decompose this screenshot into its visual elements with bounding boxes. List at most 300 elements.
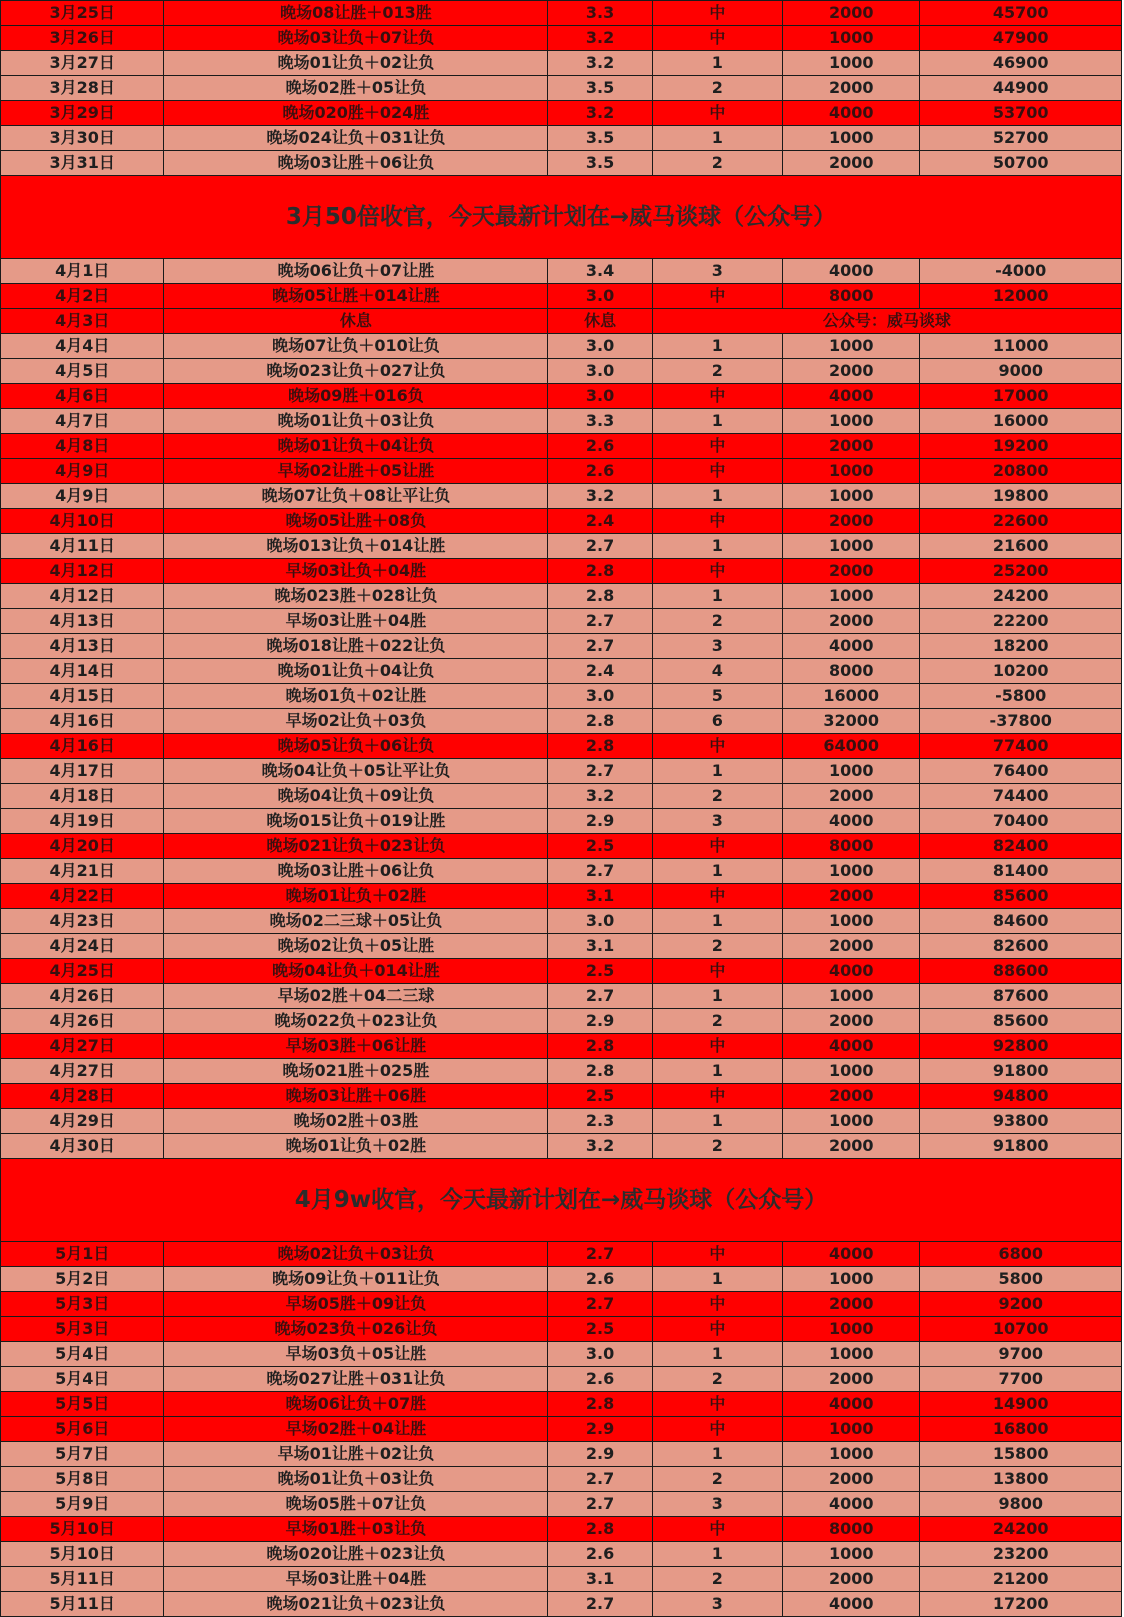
odds-cell: 2.6 (548, 459, 652, 484)
bet-cell: 1000 (783, 909, 920, 934)
plan-cell: 早场01胜＋03让负 (164, 1517, 548, 1542)
odds-cell: 2.7 (548, 1592, 652, 1617)
plan-cell: 晚场02让负＋05让胜 (164, 934, 548, 959)
table-row (1, 259, 1122, 284)
bet-cell: 2000 (783, 1084, 920, 1109)
date-cell: 4月12日 (1, 559, 164, 584)
balance-cell: 44900 (920, 76, 1122, 101)
bet-cell: 1000 (783, 1442, 920, 1467)
odds-cell: 2.7 (548, 1492, 652, 1517)
table-row (1, 834, 1122, 859)
balance-cell: 24200 (920, 1517, 1122, 1542)
odds-cell: 2.8 (548, 1392, 652, 1417)
status-cell: 中 (652, 1034, 782, 1059)
odds-cell: 3.1 (548, 934, 652, 959)
date-cell: 4月25日 (1, 959, 164, 984)
table-row (1, 984, 1122, 1009)
status-cell: 中 (652, 959, 782, 984)
table-row (1, 359, 1122, 384)
plan-cell: 晚场027让胜＋031让负 (164, 1367, 548, 1392)
status-cell: 1 (652, 1342, 782, 1367)
plan-cell: 晚场01让负＋02让负 (164, 51, 548, 76)
status-cell: 1 (652, 584, 782, 609)
plan-cell: 晚场01让负＋03让负 (164, 409, 548, 434)
balance-cell: 85600 (920, 1009, 1122, 1034)
odds-cell: 2.8 (548, 1517, 652, 1542)
table-row (1, 1342, 1122, 1367)
date-cell: 4月9日 (1, 459, 164, 484)
date-cell: 4月9日 (1, 484, 164, 509)
plan-cell: 晚场07让负＋010让负 (164, 334, 548, 359)
table-row (1, 634, 1122, 659)
balance-cell: -5800 (920, 684, 1122, 709)
status-cell: 3 (652, 1492, 782, 1517)
status-cell: 1 (652, 1267, 782, 1292)
plan-cell: 晚场03让胜＋06让负 (164, 151, 548, 176)
date-cell: 4月10日 (1, 509, 164, 534)
balance-cell: 19200 (920, 434, 1122, 459)
bet-cell: 1000 (783, 1267, 920, 1292)
table-row (1, 1567, 1122, 1592)
bet-cell: 1000 (783, 1342, 920, 1367)
balance-cell: 25200 (920, 559, 1122, 584)
odds-cell: 3.0 (548, 684, 652, 709)
odds-cell: 3.2 (548, 101, 652, 126)
balance-cell: 16800 (920, 1417, 1122, 1442)
odds-cell: 3.0 (548, 1342, 652, 1367)
plan-cell: 晚场024让负＋031让负 (164, 126, 548, 151)
status-cell: 中 (652, 459, 782, 484)
table-row (1, 1134, 1122, 1159)
plan-cell: 晚场01让负＋02胜 (164, 1134, 548, 1159)
table-row (1, 684, 1122, 709)
odds-cell: 3.2 (548, 484, 652, 509)
odds-cell: 2.9 (548, 1009, 652, 1034)
table-row (1, 1467, 1122, 1492)
status-cell: 2 (652, 359, 782, 384)
odds-cell: 3.5 (548, 76, 652, 101)
status-cell: 2 (652, 1467, 782, 1492)
plan-cell: 休息 (164, 309, 548, 334)
balance-cell: 77400 (920, 734, 1122, 759)
plan-cell: 晚场07让负＋08让平让负 (164, 484, 548, 509)
date-cell: 4月27日 (1, 1059, 164, 1084)
plan-cell: 晚场05让负＋06让负 (164, 734, 548, 759)
table-row (1, 1517, 1122, 1542)
balance-cell: 45700 (920, 1, 1122, 26)
date-cell: 4月19日 (1, 809, 164, 834)
table-row (1, 1109, 1122, 1134)
status-cell: 中 (652, 834, 782, 859)
plan-cell: 晚场02胜＋03胜 (164, 1109, 548, 1134)
plan-cell: 晚场020让胜＋023让负 (164, 1542, 548, 1567)
date-cell: 3月28日 (1, 76, 164, 101)
date-cell: 4月23日 (1, 909, 164, 934)
status-cell: 3 (652, 1592, 782, 1617)
status-cell: 1 (652, 759, 782, 784)
plan-cell: 晚场013让负＋014让胜 (164, 534, 548, 559)
table-row (1, 709, 1122, 734)
note-cell: 公众号：威马谈球 (652, 309, 1121, 334)
status-cell: 中 (652, 1417, 782, 1442)
balance-cell: 52700 (920, 126, 1122, 151)
balance-cell: 9700 (920, 1342, 1122, 1367)
table-row (1, 151, 1122, 176)
date-cell: 5月4日 (1, 1342, 164, 1367)
status-cell: 中 (652, 1, 782, 26)
odds-cell: 2.9 (548, 809, 652, 834)
table-row (1, 559, 1122, 584)
bet-cell: 2000 (783, 509, 920, 534)
status-cell: 2 (652, 1134, 782, 1159)
date-cell: 4月21日 (1, 859, 164, 884)
table-row (1, 584, 1122, 609)
balance-cell: 92800 (920, 1034, 1122, 1059)
table-row (1, 459, 1122, 484)
bet-cell: 2000 (783, 609, 920, 634)
odds-cell: 2.7 (548, 1292, 652, 1317)
table-row (1, 1367, 1122, 1392)
table-row (1, 609, 1122, 634)
odds-cell: 3.5 (548, 151, 652, 176)
plan-cell: 晚场018让胜＋022让负 (164, 634, 548, 659)
balance-cell: 91800 (920, 1134, 1122, 1159)
balance-cell: 9000 (920, 359, 1122, 384)
date-cell: 5月6日 (1, 1417, 164, 1442)
bet-cell: 4000 (783, 384, 920, 409)
balance-cell: 13800 (920, 1467, 1122, 1492)
odds-cell: 2.5 (548, 1317, 652, 1342)
plan-cell: 晚场05胜＋07让负 (164, 1492, 548, 1517)
balance-cell: -4000 (920, 259, 1122, 284)
plan-cell: 早场03胜＋06让胜 (164, 1034, 548, 1059)
odds-cell: 2.6 (548, 434, 652, 459)
plan-cell: 晚场02让负＋03让负 (164, 1242, 548, 1267)
bet-cell: 64000 (783, 734, 920, 759)
plan-cell: 晚场020胜＋024胜 (164, 101, 548, 126)
status-cell: 1 (652, 859, 782, 884)
odds-cell: 2.8 (548, 734, 652, 759)
plan-cell: 早场02让负＋03负 (164, 709, 548, 734)
bet-cell: 4000 (783, 959, 920, 984)
bet-cell: 2000 (783, 1292, 920, 1317)
plan-cell: 晚场02胜＋05让负 (164, 76, 548, 101)
date-cell: 4月22日 (1, 884, 164, 909)
bet-cell: 2000 (783, 434, 920, 459)
odds-cell: 2.8 (548, 1059, 652, 1084)
table-row (1, 1292, 1122, 1317)
status-cell: 1 (652, 51, 782, 76)
table-row (1, 884, 1122, 909)
balance-cell: 5800 (920, 1267, 1122, 1292)
table-row (1, 1009, 1122, 1034)
odds-cell: 2.5 (548, 1084, 652, 1109)
date-cell: 3月27日 (1, 51, 164, 76)
balance-cell: 7700 (920, 1367, 1122, 1392)
bet-cell: 4000 (783, 634, 920, 659)
balance-cell: 85600 (920, 884, 1122, 909)
plan-cell: 晚场04让负＋09让负 (164, 784, 548, 809)
odds-cell: 3.3 (548, 409, 652, 434)
plan-cell: 晚场05让胜＋014让胜 (164, 284, 548, 309)
date-cell: 4月4日 (1, 334, 164, 359)
date-cell: 4月29日 (1, 1109, 164, 1134)
date-cell: 4月17日 (1, 759, 164, 784)
bet-cell: 16000 (783, 684, 920, 709)
bet-cell: 1000 (783, 1542, 920, 1567)
date-cell: 5月7日 (1, 1442, 164, 1467)
table-row (1, 101, 1122, 126)
balance-cell: 14900 (920, 1392, 1122, 1417)
date-cell: 4月8日 (1, 434, 164, 459)
status-cell: 中 (652, 1517, 782, 1542)
balance-cell: 10700 (920, 1317, 1122, 1342)
odds-cell: 2.9 (548, 1442, 652, 1467)
balance-cell: 47900 (920, 26, 1122, 51)
bet-cell: 2000 (783, 1009, 920, 1034)
table-row (1, 384, 1122, 409)
bet-cell: 4000 (783, 101, 920, 126)
date-cell: 4月20日 (1, 834, 164, 859)
date-cell: 3月25日 (1, 1, 164, 26)
date-cell: 4月26日 (1, 1009, 164, 1034)
status-cell: 1 (652, 484, 782, 509)
bet-cell: 2000 (783, 1567, 920, 1592)
status-cell: 1 (652, 334, 782, 359)
status-cell: 2 (652, 609, 782, 634)
odds-cell: 2.7 (548, 984, 652, 1009)
balance-cell: 11000 (920, 334, 1122, 359)
odds-cell: 3.4 (548, 259, 652, 284)
plan-cell: 晚场03让胜＋06胜 (164, 1084, 548, 1109)
odds-cell: 2.5 (548, 959, 652, 984)
plan-cell: 晚场02二三球＋05让负 (164, 909, 548, 934)
table-row (1, 26, 1122, 51)
table-row (1, 1267, 1122, 1292)
balance-cell: 21200 (920, 1567, 1122, 1592)
date-cell: 5月3日 (1, 1317, 164, 1342)
banner-text: 4月9w收官，今天最新计划在→威马谈球（公众号） (1, 1159, 1122, 1242)
bet-cell: 1000 (783, 1059, 920, 1084)
banner-row (1, 176, 1122, 259)
plan-cell: 早场05胜＋09让负 (164, 1292, 548, 1317)
plan-cell: 晚场09让负＋011让负 (164, 1267, 548, 1292)
bet-cell: 8000 (783, 284, 920, 309)
odds-cell: 3.3 (548, 1, 652, 26)
date-cell: 4月1日 (1, 259, 164, 284)
bet-cell: 1000 (783, 1417, 920, 1442)
odds-cell: 2.7 (548, 859, 652, 884)
table-row (1, 759, 1122, 784)
bet-cell: 1000 (783, 409, 920, 434)
banner-text: 3月50倍收官，今天最新计划在→威马谈球（公众号） (1, 176, 1122, 259)
date-cell: 4月5日 (1, 359, 164, 384)
odds-cell: 2.7 (548, 1467, 652, 1492)
balance-cell: 16000 (920, 409, 1122, 434)
date-cell: 5月1日 (1, 1242, 164, 1267)
status-cell: 6 (652, 709, 782, 734)
banner-row (1, 1159, 1122, 1242)
plan-cell: 晚场04让负＋05让平让负 (164, 759, 548, 784)
bet-cell: 8000 (783, 659, 920, 684)
balance-cell: 17000 (920, 384, 1122, 409)
table-row (1, 534, 1122, 559)
bet-cell: 2000 (783, 1367, 920, 1392)
odds-cell: 3.2 (548, 1134, 652, 1159)
balance-cell: 12000 (920, 284, 1122, 309)
odds-cell: 2.8 (548, 584, 652, 609)
status-cell: 中 (652, 26, 782, 51)
table-row (1, 334, 1122, 359)
bet-cell: 2000 (783, 1467, 920, 1492)
date-cell: 5月10日 (1, 1542, 164, 1567)
date-cell: 5月11日 (1, 1592, 164, 1617)
odds-cell: 2.7 (548, 1242, 652, 1267)
bet-cell: 2000 (783, 559, 920, 584)
odds-cell: 2.4 (548, 659, 652, 684)
balance-cell: 87600 (920, 984, 1122, 1009)
bet-cell: 1000 (783, 1109, 920, 1134)
status-cell: 中 (652, 1317, 782, 1342)
table-row (1, 126, 1122, 151)
date-cell: 4月16日 (1, 709, 164, 734)
date-cell: 4月26日 (1, 984, 164, 1009)
balance-cell: 81400 (920, 859, 1122, 884)
odds-cell: 3.0 (548, 384, 652, 409)
plan-cell: 晚场01让负＋02胜 (164, 884, 548, 909)
odds-cell: 2.7 (548, 759, 652, 784)
date-cell: 3月31日 (1, 151, 164, 176)
plan-cell: 晚场03让胜＋06让负 (164, 859, 548, 884)
table-row (1, 1492, 1122, 1517)
odds-cell: 3.2 (548, 784, 652, 809)
date-cell: 5月5日 (1, 1392, 164, 1417)
status-cell: 中 (652, 384, 782, 409)
odds-cell: 2.6 (548, 1367, 652, 1392)
plan-cell: 晚场01让负＋04让负 (164, 434, 548, 459)
balance-cell: 82400 (920, 834, 1122, 859)
status-cell: 中 (652, 1392, 782, 1417)
bet-cell: 1000 (783, 759, 920, 784)
bet-cell: 2000 (783, 1, 920, 26)
bet-cell: 4000 (783, 1392, 920, 1417)
plan-cell: 晚场021胜＋025胜 (164, 1059, 548, 1084)
plan-cell: 早场02让胜＋05让胜 (164, 459, 548, 484)
status-cell: 中 (652, 1084, 782, 1109)
odds-cell: 3.1 (548, 884, 652, 909)
table-row (1, 909, 1122, 934)
status-cell: 1 (652, 409, 782, 434)
plan-cell: 晚场01让负＋04让负 (164, 659, 548, 684)
status-cell: 2 (652, 1009, 782, 1034)
bet-cell: 1000 (783, 334, 920, 359)
bet-cell: 1000 (783, 984, 920, 1009)
bet-cell: 8000 (783, 1517, 920, 1542)
table-row (1, 509, 1122, 534)
plan-cell: 晚场04让负＋014让胜 (164, 959, 548, 984)
odds-cell: 2.4 (548, 509, 652, 534)
plan-cell: 早场02胜＋04让胜 (164, 1417, 548, 1442)
plan-cell: 晚场022负＋023让负 (164, 1009, 548, 1034)
date-cell: 5月8日 (1, 1467, 164, 1492)
table-row (1, 1317, 1122, 1342)
status-cell: 中 (652, 1242, 782, 1267)
balance-cell: 22200 (920, 609, 1122, 634)
table-row (1, 284, 1122, 309)
odds-cell: 3.2 (548, 26, 652, 51)
plan-cell: 晚场01让负＋03让负 (164, 1467, 548, 1492)
status-cell: 2 (652, 1367, 782, 1392)
balance-cell: 91800 (920, 1059, 1122, 1084)
table-row (1, 76, 1122, 101)
odds-cell: 3.0 (548, 284, 652, 309)
balance-cell: 20800 (920, 459, 1122, 484)
bet-cell: 1000 (783, 459, 920, 484)
status-cell: 1 (652, 1059, 782, 1084)
date-cell: 4月6日 (1, 384, 164, 409)
date-cell: 5月4日 (1, 1367, 164, 1392)
bet-cell: 4000 (783, 259, 920, 284)
plan-cell: 晚场01负＋02让胜 (164, 684, 548, 709)
date-cell: 4月18日 (1, 784, 164, 809)
plan-cell: 晚场09胜＋016负 (164, 384, 548, 409)
date-cell: 4月11日 (1, 534, 164, 559)
status-cell: 中 (652, 284, 782, 309)
date-cell: 4月28日 (1, 1084, 164, 1109)
date-cell: 4月7日 (1, 409, 164, 434)
date-cell: 3月30日 (1, 126, 164, 151)
balance-cell: 9200 (920, 1292, 1122, 1317)
status-cell: 3 (652, 809, 782, 834)
date-cell: 5月2日 (1, 1267, 164, 1292)
status-cell: 5 (652, 684, 782, 709)
date-cell: 4月13日 (1, 634, 164, 659)
balance-cell: 94800 (920, 1084, 1122, 1109)
date-cell: 4月14日 (1, 659, 164, 684)
balance-cell: 18200 (920, 634, 1122, 659)
status-cell: 2 (652, 934, 782, 959)
bet-cell: 4000 (783, 1592, 920, 1617)
odds-cell: 3.2 (548, 51, 652, 76)
table-row (1, 659, 1122, 684)
table-row (1, 1059, 1122, 1084)
table-row (1, 484, 1122, 509)
bet-cell: 32000 (783, 709, 920, 734)
status-cell: 1 (652, 909, 782, 934)
status-cell: 2 (652, 1567, 782, 1592)
odds-cell: 3.1 (548, 1567, 652, 1592)
plan-cell: 晚场023胜＋028让负 (164, 584, 548, 609)
plan-cell: 早场03让胜＋04胜 (164, 1567, 548, 1592)
balance-cell: 19800 (920, 484, 1122, 509)
balance-cell: 76400 (920, 759, 1122, 784)
bet-cell: 1000 (783, 51, 920, 76)
balance-cell: 74400 (920, 784, 1122, 809)
odds-cell: 2.8 (548, 709, 652, 734)
table-row (1, 51, 1122, 76)
plan-cell: 晚场06让负＋07胜 (164, 1392, 548, 1417)
table-row (1, 959, 1122, 984)
balance-cell: 88600 (920, 959, 1122, 984)
balance-cell: 21600 (920, 534, 1122, 559)
balance-cell: 93800 (920, 1109, 1122, 1134)
table-row (1, 1392, 1122, 1417)
balance-cell: 9800 (920, 1492, 1122, 1517)
date-cell: 3月29日 (1, 101, 164, 126)
odds-cell: 休息 (548, 309, 652, 334)
plan-cell: 早场03负＋05让胜 (164, 1342, 548, 1367)
table-row (1, 859, 1122, 884)
